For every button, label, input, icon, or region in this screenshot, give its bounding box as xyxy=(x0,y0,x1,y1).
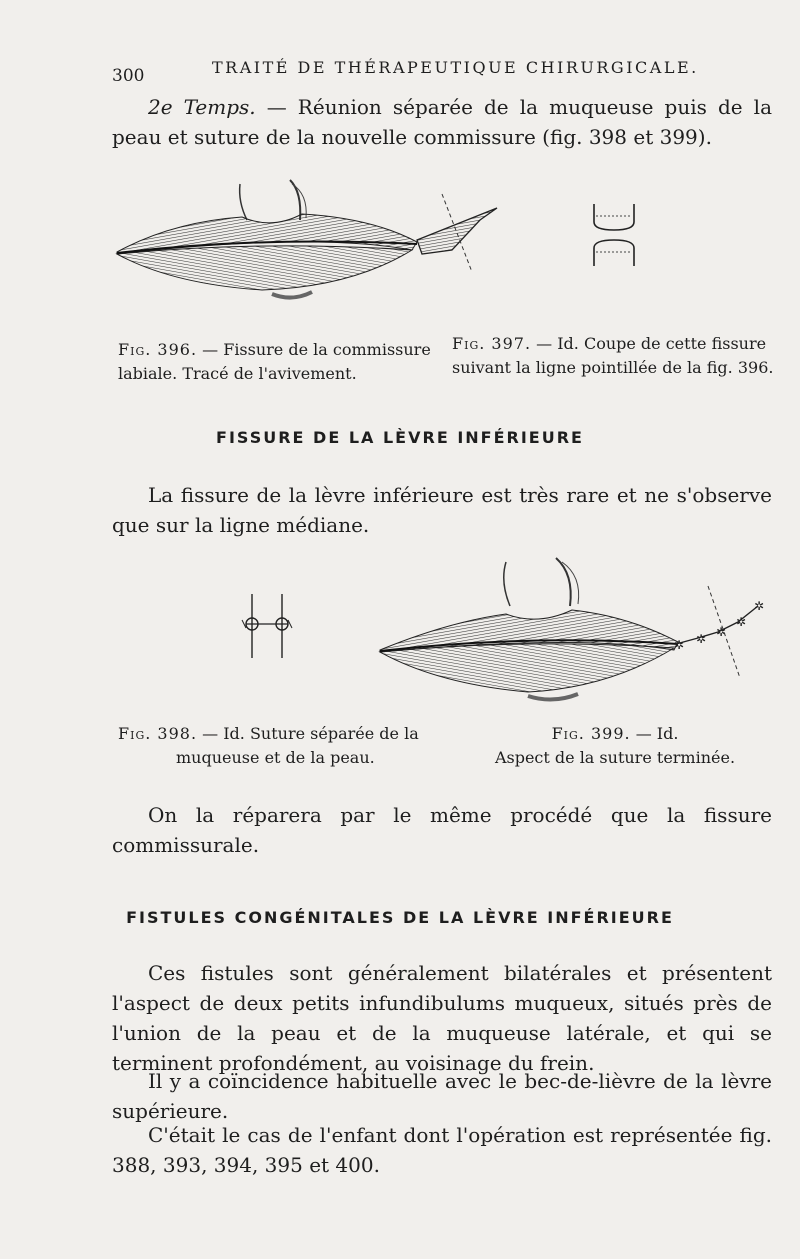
figure-398-illustration xyxy=(232,592,302,662)
figure-397-caption xyxy=(452,332,782,380)
figure-398-text-line2: muqueuse et de la peau. xyxy=(176,748,375,767)
svg-text:✲: ✲ xyxy=(736,615,747,629)
section1-text: La fissure de la lèvre inférieure est très rare et ne s'observe que sur la ligne médiane. xyxy=(112,483,772,537)
figure-398-text-line1: — Id. Suture séparée de la xyxy=(202,724,419,743)
section-title-fissure: FISSURE DE LA LÈVRE INFÉRIEURE xyxy=(216,428,584,447)
section1-text-2: On la réparera par le même procédé que la fissure commissurale. xyxy=(112,803,772,857)
figure-396-caption xyxy=(118,338,438,386)
section1-paragraph-2 xyxy=(112,800,772,860)
section2-text-3: C'était le cas de l'enfant dont l'opération est représentée fig. 388, 393, 394, 395 et 400. xyxy=(112,1123,772,1177)
figure-399-text-line1: — Id. xyxy=(635,724,679,743)
figure-397-illustration xyxy=(588,200,640,270)
section-title-fistules: FISTULES CONGÉNITALES DE LA LÈVRE INFÉRIEURE xyxy=(126,908,674,927)
section1-paragraph xyxy=(112,480,772,540)
running-title: TRAITÉ DE THÉRAPEUTIQUE CHIRURGICALE. xyxy=(212,58,699,77)
figure-399-caption xyxy=(480,722,750,770)
intro-text: — Réunion séparée de la muqueuse puis de la peau et suture de la nouvelle commissure (fig. 398 et 399). xyxy=(112,95,772,149)
section2-text-1: Ces fistules sont généralement bilatérales et présentent l'aspect de deux petits infundibulums muqueux, situés près de l'union de la peau et de la muqueuse latérale, et qui se terminent profondément, au voisinage du frein. xyxy=(112,961,772,1075)
section2-text-2: Il y a coïncidence habituelle avec le bec-de-lièvre de la lèvre supérieure. xyxy=(112,1069,772,1123)
figure-399-text-line2: Aspect de la suture terminée. xyxy=(494,748,736,767)
step-label: 2e Temps. xyxy=(148,95,256,119)
page-number: 300 xyxy=(112,66,145,86)
figure-398-label: Fig. 398. xyxy=(118,724,198,743)
section2-paragraph-2 xyxy=(112,1066,772,1126)
figure-399-illustration xyxy=(378,552,773,712)
figure-397-text: — Id. Coupe de cette fissure suivant la ligne pointillée de la fig. 396. xyxy=(452,334,774,377)
svg-text:✲: ✲ xyxy=(754,599,765,613)
figure-396-illustration xyxy=(112,172,512,312)
intro-paragraph xyxy=(112,92,772,152)
section2-paragraph-1 xyxy=(112,958,772,1078)
section2-paragraph-3 xyxy=(112,1120,772,1180)
figure-397-label: Fig. 397. xyxy=(452,334,532,353)
figure-399-label: Fig. 399. xyxy=(551,724,631,743)
svg-text:✲: ✲ xyxy=(696,632,707,646)
figure-398-caption xyxy=(118,722,448,770)
svg-text:✲: ✲ xyxy=(674,638,685,652)
svg-text:✲: ✲ xyxy=(716,625,727,639)
figure-396-text: — Fissure de la commissure labiale. Tracé de l'avivement. xyxy=(118,340,431,383)
figure-396-label: Fig. 396. xyxy=(118,340,198,359)
